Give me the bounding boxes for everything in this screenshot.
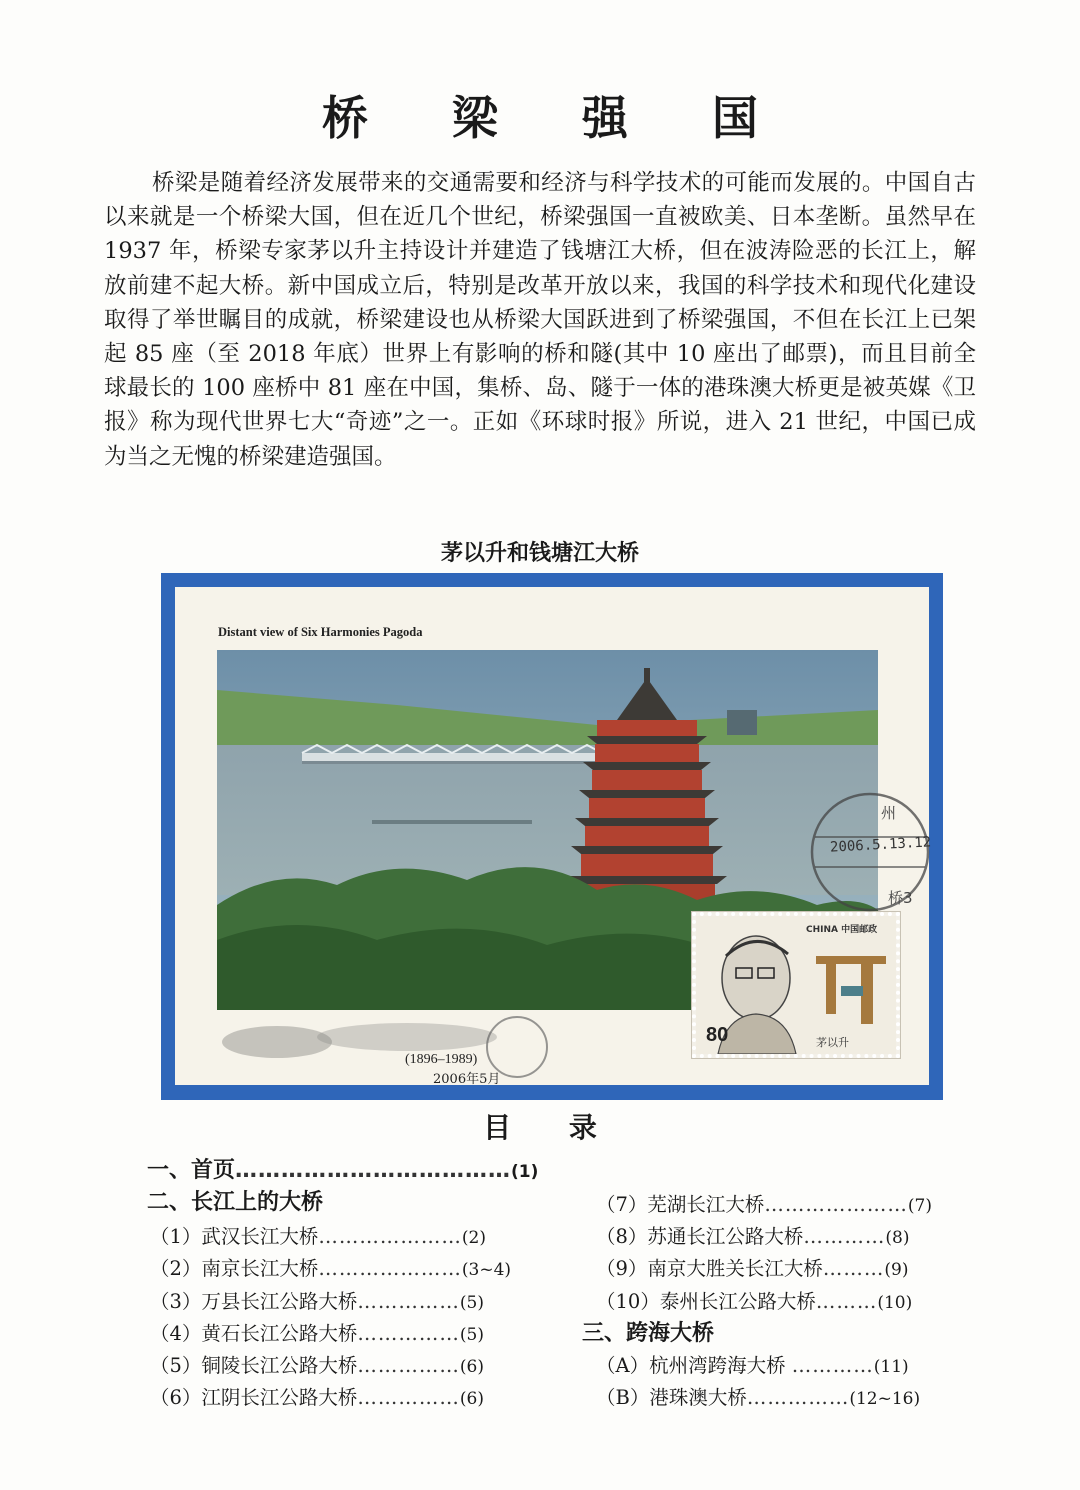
maximum-card bbox=[175, 587, 932, 1087]
page-title: 桥 梁 强 国 bbox=[321, 91, 793, 145]
maximum-card-frame bbox=[161, 573, 943, 1100]
stamp-signature: 茅以升 bbox=[816, 1036, 849, 1049]
toc-item: （9）南京大胜关长江大桥………(9) bbox=[596, 1257, 909, 1280]
stamp-country: CHINA 中国邮政 bbox=[806, 925, 878, 935]
card-title: Distant view of Six Harmonies Pagoda bbox=[218, 625, 423, 639]
toc-section-heading: 三、跨海大桥 bbox=[582, 1321, 715, 1346]
toc-item: （2）南京长江大桥…………………(3~4) bbox=[150, 1257, 512, 1280]
toc-item: （1）武汉长江大桥…………………(2) bbox=[150, 1225, 487, 1248]
toc-item: （B）港珠澳大桥……………(12~16) bbox=[596, 1386, 921, 1409]
toc-item: （7）芜湖长江大桥…………………(7) bbox=[596, 1193, 933, 1216]
toc-item: （6）江阴长江公路大桥……………(6) bbox=[150, 1386, 485, 1409]
toc-item: 一、首页………………………………(1) bbox=[147, 1158, 539, 1183]
bridge-tower bbox=[727, 710, 757, 735]
stamp-value: 80 bbox=[706, 1024, 729, 1046]
toc-item: （3）万县长江公路大桥……………(5) bbox=[150, 1290, 485, 1313]
intro-paragraph: 桥梁是随着经济发展带来的交通需要和经济与科学技术的可能而发展的。中国自古以来就是一个桥梁大国，但在近几个世纪，桥梁强国一直被欧美、日本垄断。虽然早在 1937 年，桥梁专家茅以升主持设计并建造了钱塘江大桥，但在波涛险恶的长江上，解放前建不起大桥。新中国成立后，特别是改革开放以来，我国的科学技术和现代化建设取得了举世瞩目的成就，桥梁建设也从桥梁大国跃进到了桥梁强国，不但在长江上已架起 85 座（至 2018 年底）世界上有影响的桥和隧(其中 10 座出了邮票)，而且目前全球最长的 100 座桥中 81 座在中国，集桥、岛、隧于一体的港珠澳大桥更是被英媒《卫报》称为现代世界七大“奇迹”之一。正如《环球时报》所说，进入 21 世纪，中国已成为当之无愧的桥梁建造强国。 bbox=[104, 170, 976, 470]
postmark-city: 州 bbox=[881, 804, 897, 822]
postmark-subtext: 桥3 bbox=[888, 889, 913, 907]
toc-title: 目 录 bbox=[483, 1111, 621, 1144]
photo-caption: 茅以升和钱塘江大桥 bbox=[440, 541, 639, 566]
cancellation-smudge bbox=[217, 1012, 557, 1092]
card-date: 2006年5月 bbox=[433, 1072, 501, 1087]
toc-item: （4）黄石长江公路大桥……………(5) bbox=[150, 1322, 485, 1345]
boat bbox=[372, 820, 532, 824]
postmark-date: 2006.5.13.12 bbox=[829, 834, 932, 856]
toc-item: （A）杭州湾跨海大桥 …………(11) bbox=[596, 1354, 909, 1377]
toc-item: （8）苏通长江公路大桥…………(8) bbox=[596, 1225, 910, 1248]
toc-item: （10）泰州长江公路大桥………(10) bbox=[596, 1290, 913, 1313]
card-years: (1896–1989) bbox=[405, 1052, 478, 1067]
toc-section-heading: 二、长江上的大桥 bbox=[147, 1190, 324, 1215]
postage-stamp bbox=[692, 912, 900, 1058]
toc-item: （5）铜陵长江公路大桥……………(6) bbox=[150, 1354, 485, 1377]
